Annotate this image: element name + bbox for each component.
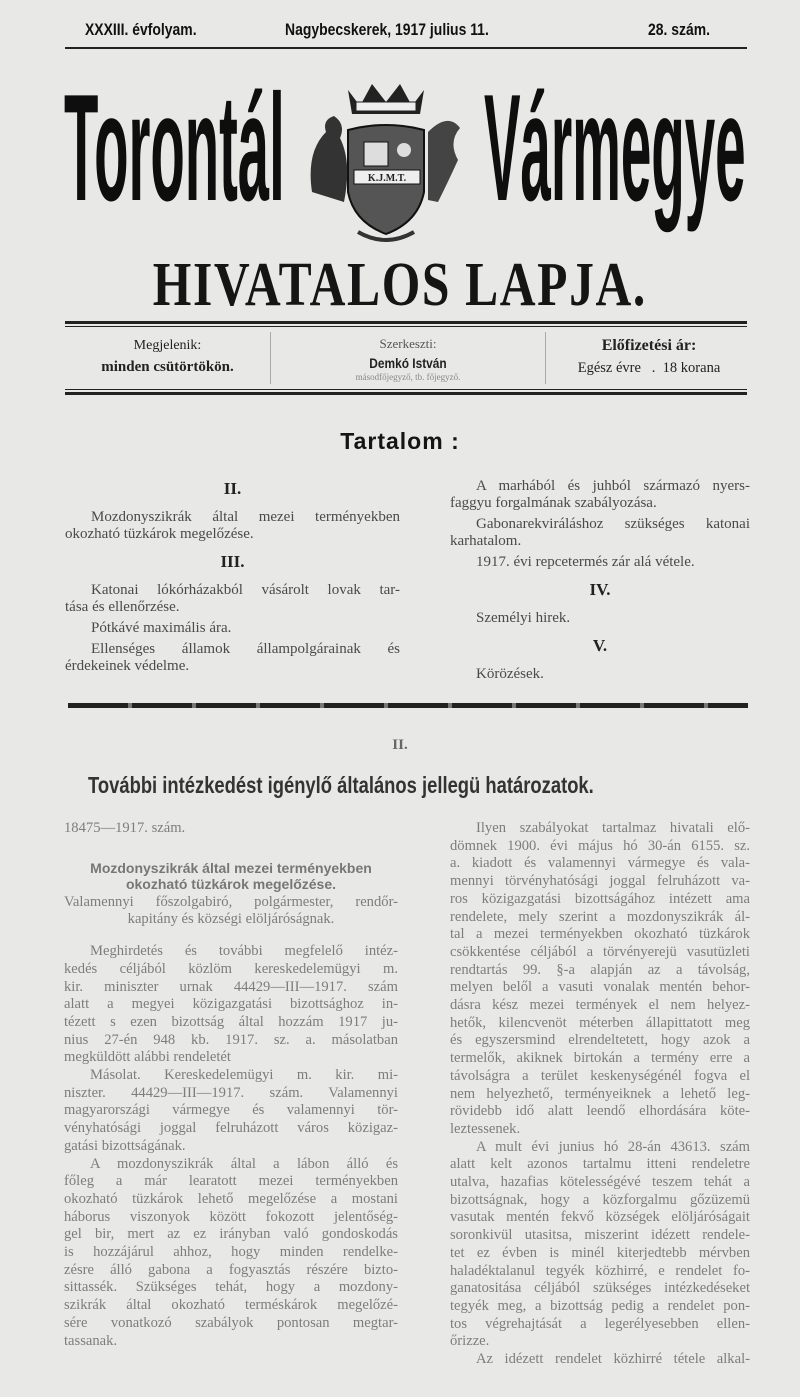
paragraph [450, 554, 750, 571]
text-line: Az idézett rendelet közhirré tétele alkal- [476, 1351, 750, 1368]
text-line: alatt a megyei közigazgatási bizottsághoz in- [64, 996, 398, 1013]
price-value: Egész évre . 18 korana [577, 360, 721, 376]
text-line: alatt kelt azonos tartalmu itteni rendeletre [450, 1156, 750, 1173]
editor-title: másodfőjegyző, tb. főjegyző. [355, 372, 461, 382]
place-and-date: Nagybecskerek, 1917 julius 11. [285, 20, 489, 39]
text-line: A mult évi junius hó 28-án 43613. szám [476, 1138, 750, 1155]
reference-number [64, 820, 398, 838]
text-line: tal a mezei terményekben okozható tüzkárok [450, 926, 750, 943]
text-line: utalva, hazafias kötelességévé teszem tehát a [450, 1174, 750, 1191]
paragraph [450, 478, 750, 512]
text-line: sittassék. Szükséges tehát, hogy a mozdony- [64, 1279, 398, 1296]
text-line: vényhatósági joggal felruházott város közigaz- [64, 1120, 398, 1137]
subtitle [0, 250, 800, 321]
editor-name: Demkó István [369, 355, 447, 371]
text-line: megküldött alábbi rendeletét [64, 1049, 231, 1066]
paragraph [450, 820, 750, 1139]
text-line: mennyi törvényhatósági joggal felruházott va- [450, 873, 750, 890]
masthead-title-left: Torontál [64, 63, 285, 233]
subscription-price [548, 334, 750, 386]
section-heading: További intézkedést igénylő általános jellegü határozatok. [88, 772, 594, 798]
text-line: okozható tüzkárok lehető megelőzése a mostani [64, 1190, 398, 1207]
text-line: ganatositása céljából szükséges intézkedéseket [450, 1280, 750, 1297]
text-line: tassanak. [64, 1332, 118, 1349]
editor-label: Szerkeszti: [379, 336, 437, 351]
text-line: gel bir, mert az ez irányban való gondoskodás [64, 1226, 398, 1243]
text-line: Másolat. Kereskedelemügyi m. kir. mi- [90, 1067, 398, 1084]
coat-of-arms-text: K.J.M.T. [367, 173, 407, 184]
issue-number: 28. szám. [648, 20, 710, 39]
text-line: Körözések. [476, 666, 544, 682]
paragraph [64, 943, 398, 1067]
text-line: haladéktalanul tegyék közhirré, e rendelet fo- [450, 1262, 750, 1279]
text-line: és egyszersmind elrendeltetett, hogy azok a [450, 1032, 750, 1049]
text-line: vasutak mentén fekvő községek elöljáróságait [450, 1209, 750, 1226]
text-line: melyen belől a vasuti vonalak mentén behor- [450, 979, 750, 996]
paragraph [65, 582, 400, 616]
text-line: háborus viszonyok között fokozott jelentőség- [64, 1208, 398, 1225]
text-line: főleg a már learatott mezei terményekben [64, 1173, 398, 1190]
text-line: Katonai lókórházakból vásárolt lovak tar- [91, 582, 400, 598]
paragraph [65, 509, 400, 543]
volume-number: XXXIII. évfolyam. [85, 20, 197, 39]
text-line: Meghirdetés és további megfelelő intéz- [90, 943, 398, 960]
body-right-column [450, 820, 750, 1369]
subtitle-text: HIVATALOS LAPJA. [152, 251, 648, 319]
text-line: rendtartás 99. §-a alapján az a távolság, [450, 961, 750, 978]
text-line: dásra kész mezei termények el nem helyez- [450, 997, 750, 1014]
text-line: bizottságnak, hogy a közforgalmu gőzüzemü [450, 1191, 750, 1208]
text-line: nius 27-én 948 kb. 1917. sz. a. másolatban [64, 1031, 398, 1048]
divider [545, 332, 546, 384]
text-line: 1917. évi repcetermés zár alá vétele. [476, 554, 695, 570]
article-title [64, 860, 398, 892]
text-line: dömnek 1900. évi május hó 30-án 6155. sz. [450, 837, 750, 854]
text-line: karhatalom. [450, 533, 522, 549]
section-numeral [65, 553, 400, 570]
divider [65, 47, 747, 49]
paragraph [64, 1067, 398, 1156]
section-numeral [450, 637, 750, 654]
text-line: zésre álló gabona a fogyasztás részére bizto- [64, 1261, 398, 1278]
body-left-column [64, 820, 398, 1350]
coat-of-arms-icon [298, 72, 474, 248]
text-line: soronkivül utasitsa, miszerint idézett rendele- [450, 1227, 750, 1244]
text-line: Pótkávé maximális ára. [91, 620, 232, 636]
paragraph [450, 610, 750, 627]
text-line: kir. miniszter urnak 44429—III—1917. szám [64, 978, 398, 995]
text-line: tézett s ezen bizottság által hozzám 1917 ju- [64, 1013, 398, 1030]
text-line: IV. [589, 580, 611, 599]
paragraph [450, 516, 750, 550]
text-line: tos végrehajtását a legerélyesebben ellen- [450, 1315, 750, 1332]
text-line: érdekeinek védelme. [65, 658, 190, 674]
text-line: távolságra a terület keskenységénél fogva el [450, 1067, 750, 1084]
text-line: Mozdonyszikrák által mezei terményekben [91, 509, 400, 525]
text-line: gatási bizottságának. [64, 1137, 186, 1154]
text-line: leztessenek. [450, 1120, 521, 1137]
text-line: rövidebb idő alatt leendő elhordására köte- [450, 1103, 750, 1120]
text-line: faggyu forgalmának szabályozása. [450, 495, 657, 511]
divider [65, 321, 747, 324]
text-line: niszter. 44429—III—1917. szám. Valamennyi [64, 1084, 398, 1101]
divider [65, 326, 747, 327]
paragraph [65, 641, 400, 675]
addressee [64, 894, 398, 929]
text-line: Ilyen szabályokat tartalmaz hivatali elő- [476, 820, 750, 836]
paragraph [450, 666, 750, 683]
divider [65, 392, 747, 395]
price-label: Előfizetési ár: [601, 337, 697, 354]
text-line: Mozdonyszikrák által mezei terményekben [90, 859, 372, 876]
text-line: őrizze. [450, 1333, 490, 1350]
text-line: tet ez évben is minél kiterjedtebb mérvben [450, 1244, 750, 1261]
text-line: ros közigazgatási bizottságához intézett ama [450, 890, 750, 907]
text-line: szikrák által okozható terméskárok megelőzé- [64, 1297, 398, 1314]
paragraph [450, 1351, 750, 1369]
text-line: csökkentése céljából a törvényerejü vasutüzleti [450, 943, 750, 960]
text-line: tása és ellenőrzése. [65, 599, 180, 615]
publication-schedule [65, 334, 270, 386]
text-line: is hozzájárul ahhoz, hogy minden rendelke- [64, 1244, 398, 1261]
paragraph [64, 1156, 398, 1351]
text-line: Gabonarekviráláshoz szükséges katonai [476, 516, 750, 532]
text-line: III. [220, 552, 245, 571]
text-line: A mozdonyszikrák által a lábon álló és [90, 1155, 398, 1172]
masthead-title-right: Vármegye [484, 63, 746, 233]
text-line: okozható tüzkárok megelőzése. [125, 875, 337, 892]
text-line: A marhából és juhból származó nyers- [476, 478, 750, 494]
contents-title: Tartalom : [340, 428, 460, 454]
section-numeral [450, 581, 750, 598]
text-line: magyarországi vármegye és valamennyi tör- [64, 1102, 398, 1119]
published-label: Megjelenik: [133, 338, 202, 353]
text-line: rendelete, mely szerint a mozdonyszikrák ál- [450, 908, 750, 925]
text-line: kedés céljából közlöm kereskedelemügyi m. [64, 960, 398, 977]
text-line: kapitány és községi elöljáróságnak. [127, 911, 335, 928]
text-line: Ellenséges államok állampolgárainak és [91, 641, 400, 657]
text-line: Valamennyi főszolgabiró, polgármester, rendőr- [64, 893, 398, 910]
paragraph [65, 620, 400, 637]
text-line: tegyék meg, a bizottság pedig a rendelet pon- [450, 1297, 750, 1314]
editor-info [271, 334, 545, 386]
text-line: a. kiadott és valamennyi vármegye és vala- [450, 855, 750, 872]
section-numeral: II. [392, 737, 408, 753]
section-divider [68, 703, 748, 708]
contents-left-column [65, 470, 400, 679]
text-line: sére vonatkozó szabályok pontosan megtar- [64, 1314, 398, 1331]
divider [65, 389, 747, 390]
text-line: hetők, kilencvenöt méterben állapittatott meg [450, 1014, 750, 1031]
text-line: V. [592, 636, 608, 655]
text-line: II. [223, 479, 242, 498]
text-line: termelők, akiknek birtokán a termény erre a [450, 1050, 750, 1067]
section-numeral [65, 480, 400, 497]
paragraph [450, 1139, 750, 1351]
published-value: minden csütörtökön. [101, 359, 234, 375]
text-line: Személyi hirek. [476, 610, 571, 626]
text-line: 18475—1917. szám. [64, 820, 186, 836]
text-line: okozható tüzkárok megelőzése. [65, 526, 254, 542]
text-line: nem helyezhető, terményeiknek a lehető leg- [450, 1085, 750, 1102]
contents-right-column [450, 478, 750, 687]
